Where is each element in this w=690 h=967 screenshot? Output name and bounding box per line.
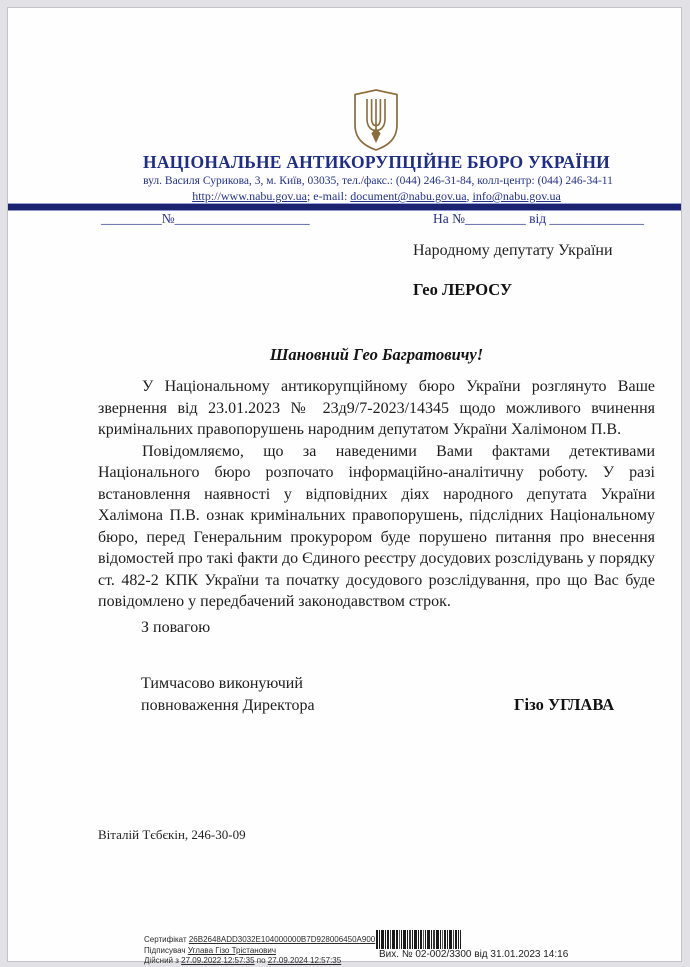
executor-contact: Віталій Тєбєкін, 246-30-09 bbox=[98, 827, 246, 842]
contacts-separator: ; e-mail: bbox=[306, 189, 351, 203]
valid-to-label: по bbox=[254, 956, 268, 965]
barcode-icon bbox=[376, 930, 461, 949]
na-number-label: На № bbox=[433, 211, 465, 226]
signer-position-line2: повноваження Директора bbox=[141, 697, 315, 714]
contacts-comma: , bbox=[466, 189, 473, 203]
number-blank: _________ bbox=[101, 211, 162, 226]
website-link[interactable]: http://www.nabu.gov.ua bbox=[192, 189, 307, 203]
letter-page bbox=[7, 7, 682, 965]
letter-content bbox=[98, 8, 655, 963]
outgoing-number-blank bbox=[101, 211, 310, 227]
salutation: Шановний Гео Багратовичу! bbox=[269, 345, 484, 364]
organization-address: вул. Василя Сурикова, 3, м. Київ, 03035, тел./факс.: (044) 246-31-84, колл-центр: (044) 246-34-11 bbox=[143, 175, 613, 187]
number-value-blank: ____________________ bbox=[174, 211, 310, 226]
body-paragraph-1: У Національному антикорупційному бюро України розглянуто Ваше звернення від 23.01.2023 № 23д9/7-2023/14345 щодо можливого вчинення кримінальних правопорушень народним депутатом України Халімоном П.В. bbox=[98, 378, 655, 438]
email-link-info[interactable]: info@nabu.gov.ua bbox=[472, 189, 561, 203]
signer-line bbox=[144, 946, 375, 957]
na-number-blank: _________ bbox=[465, 211, 526, 226]
valid-label: Дійсний з bbox=[144, 956, 182, 965]
validity-line bbox=[144, 956, 375, 967]
signer-label: Підписувач bbox=[144, 945, 188, 955]
recipient-name: Гео ЛЕРОСУ bbox=[413, 280, 513, 299]
ukraine-trident-emblem-icon bbox=[353, 89, 399, 151]
vid-date-blank: ______________ bbox=[549, 211, 644, 226]
certificate-line bbox=[144, 935, 375, 946]
organization-contacts bbox=[98, 189, 655, 204]
valid-from-date: 27.09.2022 12:57:35 bbox=[181, 956, 255, 965]
certificate-label: Сертифікат bbox=[144, 935, 189, 944]
signer-value: Углава Гізо Трістанович bbox=[187, 945, 277, 955]
signer-position bbox=[141, 673, 315, 717]
signer-name: Гізо УГЛАВА bbox=[514, 695, 615, 714]
vid-label: від bbox=[525, 211, 550, 226]
email-link-document[interactable]: document@nabu.gov.ua bbox=[350, 189, 467, 203]
outgoing-registration-number: Вих. № 02-002/3300 від 31.01.2023 14:16 bbox=[379, 949, 569, 960]
closing-phrase: З повагою bbox=[141, 619, 211, 636]
recipient-position: Народному депутату України bbox=[413, 242, 613, 259]
organization-title: НАЦІОНАЛЬНЕ АНТИКОРУПЦІЙНЕ БЮРО УКРАЇНИ bbox=[143, 152, 610, 172]
certificate-value: 26B2648ADD3032E104000000B7D928006450A900 bbox=[188, 935, 376, 944]
valid-to-date: 27.09.2024 12:57:35 bbox=[267, 956, 342, 965]
signer-position-line1: Тимчасово виконуючий bbox=[141, 675, 303, 692]
incoming-number-blank bbox=[433, 211, 644, 227]
number-sign-label: № bbox=[161, 211, 175, 226]
body-paragraph-2: Повідомляємо, що за наведеними Вами фактами детективами Національного бюро розпочато інформаційно-аналітичну роботу. У разі встановлення наявності у відповідних діях народного депутата України Халімона П.В. ознак кримінальних правопорушень, підслідних Національному бюро, перед Генеральним прокурором буде порушено питання про внесення відомостей про такі факти до Єдиного реєстру досудових розслідувань у порядку ст. 482-2 КПК України та початку досудового розслідування, про що Вас буде повідомлено у передбачений законодавством строк. bbox=[98, 442, 655, 610]
letter-body bbox=[98, 376, 655, 613]
